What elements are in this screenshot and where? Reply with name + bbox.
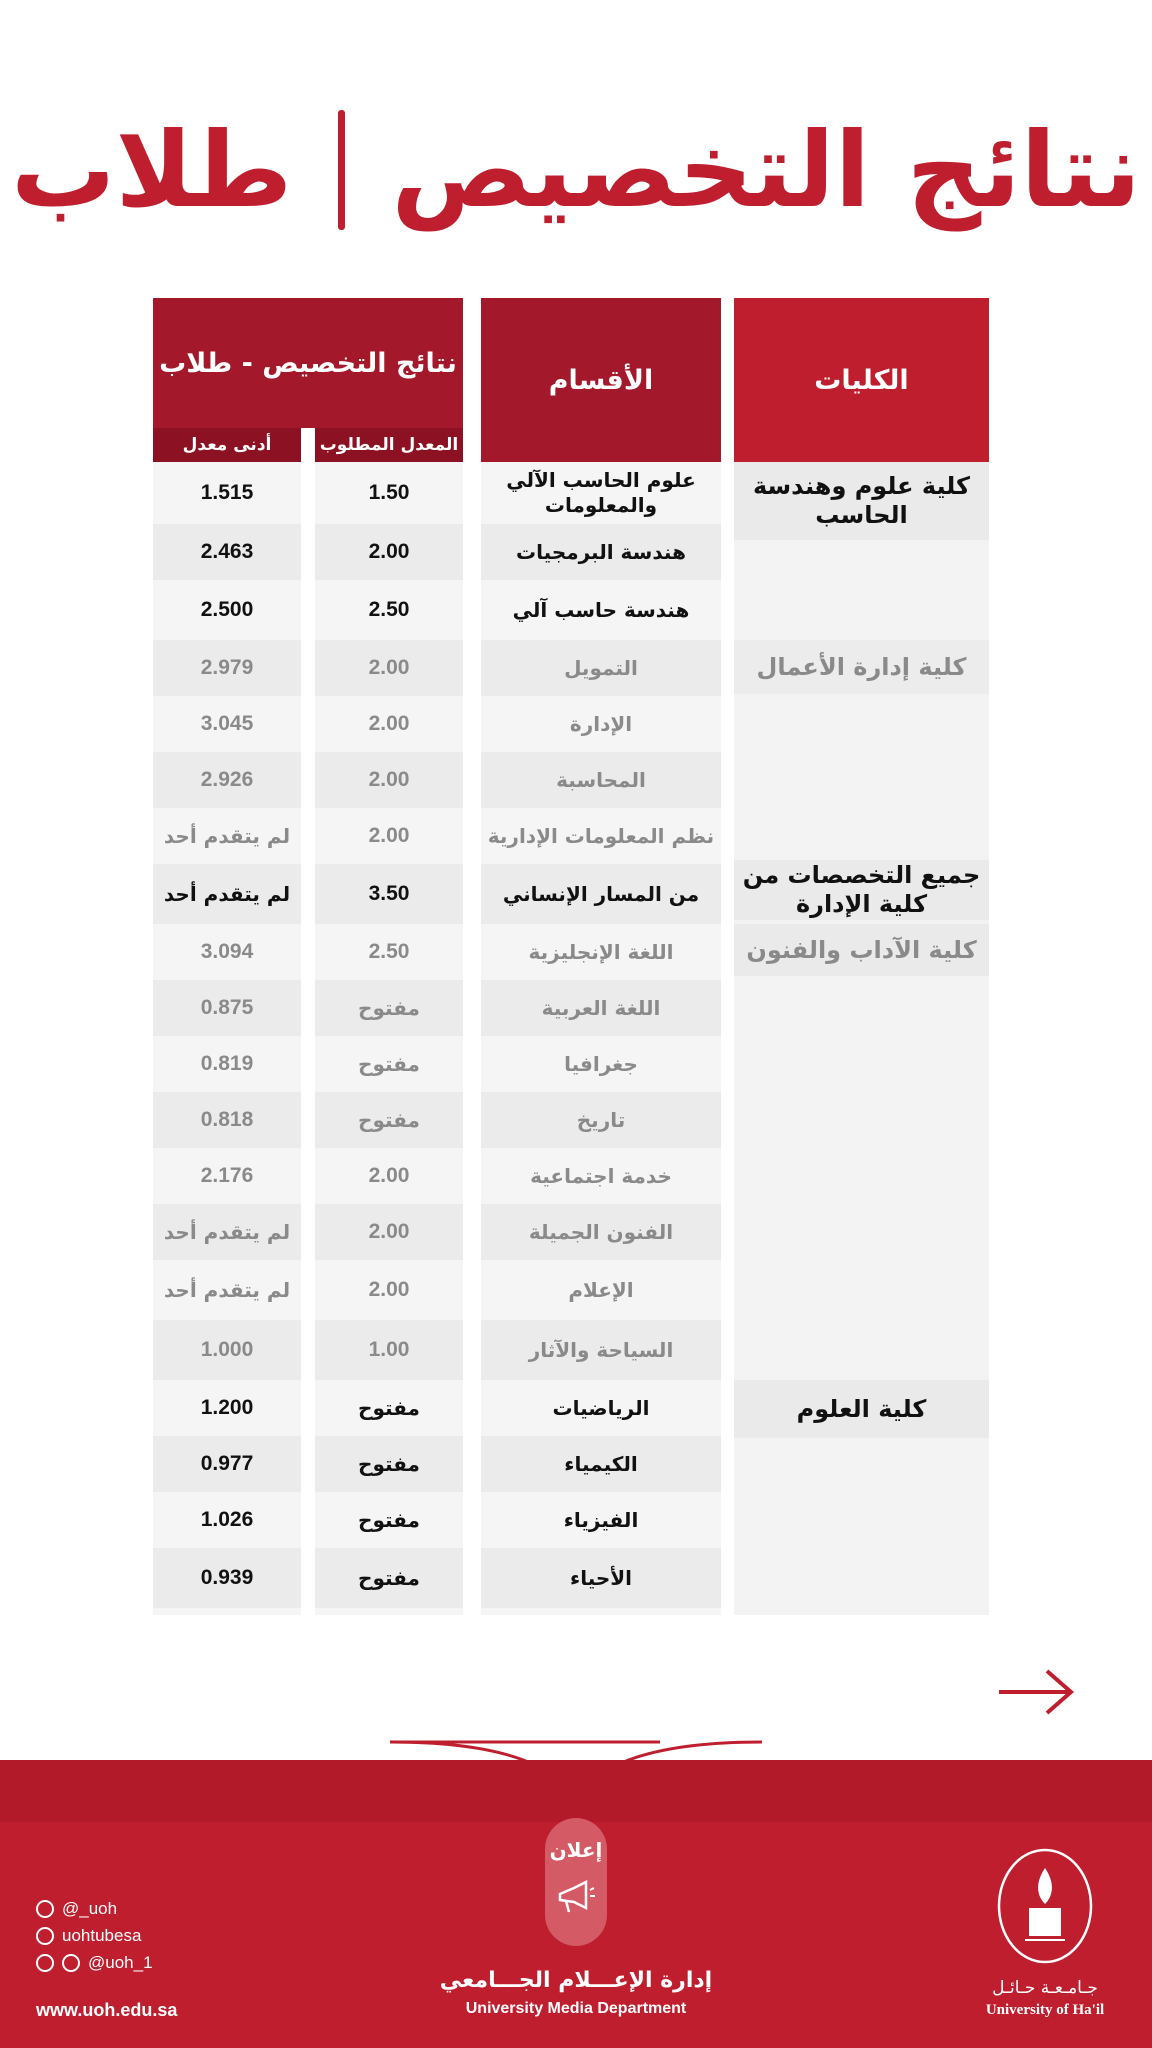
website-link[interactable]: www.uoh.edu.sa	[36, 2000, 178, 2020]
title-main: نتائج التخصيص	[391, 109, 1142, 231]
req-cell: 2.00	[315, 1260, 463, 1320]
dept-cell: السياحة والآثار	[481, 1320, 721, 1380]
min-cell: 1.026	[153, 1492, 301, 1548]
university-logo-icon	[995, 1846, 1095, 1966]
dept-cell: هندسة البرمجيات	[481, 524, 721, 580]
req-cell: 2.00	[315, 808, 463, 864]
faculties-column	[734, 298, 989, 462]
youtube-text: uohtubesa	[62, 1926, 142, 1945]
minimum-list	[153, 462, 301, 1615]
min-cell: 2.979	[153, 640, 301, 696]
telegram-icon	[36, 1954, 54, 1972]
req-cell: مفتوح	[315, 1548, 463, 1608]
req-cell: 1.00	[315, 1320, 463, 1380]
faculty-label: كلية الآداب والفنون	[734, 924, 989, 976]
departments-header: الأقسام	[481, 298, 721, 462]
min-cell: 2.176	[153, 1148, 301, 1204]
dept-cell: المحاسبة	[481, 752, 721, 808]
youtube-icon	[36, 1927, 54, 1945]
req-cell: 2.00	[315, 696, 463, 752]
dept-cell: من المسار الإنساني	[481, 864, 721, 924]
twitter-text: @_uoh	[62, 1899, 118, 1918]
twitter-handle[interactable]	[36, 1899, 117, 1919]
dept-cell: تاريخ	[481, 1092, 721, 1148]
req-cell: 2.00	[315, 1148, 463, 1204]
req-cell: 2.00	[315, 640, 463, 696]
media-department-ar: إدارة الإعـــلام الجـــامعي	[439, 1968, 713, 1993]
req-cell: مفتوح	[315, 1436, 463, 1492]
faculty-label: جميع التخصصات من كلية الإدارة	[734, 860, 989, 920]
footer-pattern-band	[0, 1760, 1152, 1822]
req-cell: 2.00	[315, 752, 463, 808]
faculty-label: كلية علوم وهندسة الحاسب	[734, 462, 989, 540]
university-name-ar: جـامـعـة حـائـل	[992, 1978, 1098, 1998]
min-cell: 0.977	[153, 1436, 301, 1492]
faculties-header: الكليات	[734, 298, 989, 462]
departments-column	[481, 298, 721, 462]
youtube-handle[interactable]	[36, 1926, 141, 1946]
min-cell: لم يتقدم أحد	[153, 1260, 301, 1320]
next-arrow-icon[interactable]	[995, 1665, 1075, 1719]
snap-telegram-handle[interactable]	[36, 1953, 153, 1973]
req-cell: مفتوح	[315, 1036, 463, 1092]
min-cell: 0.875	[153, 980, 301, 1036]
req-cell: 3.50	[315, 864, 463, 924]
snapchat-icon	[62, 1954, 80, 1972]
min-cell: 2.500	[153, 580, 301, 640]
min-cell: 0.939	[153, 1548, 301, 1608]
min-cell: 1.200	[153, 1380, 301, 1436]
university-name-en: University of Ha'il	[985, 2002, 1105, 2018]
min-cell: لم يتقدم أحد	[153, 808, 301, 864]
req-cell: 2.50	[315, 924, 463, 980]
title-sub: طلاب	[10, 109, 293, 231]
announcement-label: إعلان	[549, 1838, 603, 1862]
megaphone-icon	[556, 1880, 596, 1916]
min-cell: 1.000	[153, 1320, 301, 1380]
dept-cell: الأحياء	[481, 1548, 721, 1608]
snap-text: @uoh_1	[88, 1953, 153, 1972]
dept-cell: هندسة حاسب آلي	[481, 580, 721, 640]
departments-list	[481, 462, 721, 1615]
faculty-label: كلية العلوم	[734, 1380, 989, 1438]
dept-cell: خدمة اجتماعية	[481, 1148, 721, 1204]
required-list	[315, 462, 463, 1615]
req-cell: 1.50	[315, 462, 463, 524]
dept-cell: الفيزياء	[481, 1492, 721, 1548]
min-cell: 3.094	[153, 924, 301, 980]
dept-cell: الفنون الجميلة	[481, 1204, 721, 1260]
dept-cell: الكيمياء	[481, 1436, 721, 1492]
dept-cell: علوم الحاسب الآلي والمعلومات	[481, 462, 721, 524]
min-cell: 2.926	[153, 752, 301, 808]
dept-cell: الإعلام	[481, 1260, 721, 1320]
min-cell: لم يتقدم أحد	[153, 1204, 301, 1260]
min-cell: 2.463	[153, 524, 301, 580]
dept-cell: نظم المعلومات الإدارية	[481, 808, 721, 864]
req-cell: مفتوح	[315, 1492, 463, 1548]
faculty-label: كلية إدارة الأعمال	[734, 640, 989, 694]
min-cell: لم يتقدم أحد	[153, 864, 301, 924]
req-cell: 2.00	[315, 524, 463, 580]
results-header: نتائج التخصيص - طلاب	[153, 298, 463, 428]
media-department-en: University Media Department	[465, 2000, 687, 2017]
min-cell: 1.515	[153, 462, 301, 524]
title-separator	[338, 110, 345, 230]
dept-cell: الرياضيات	[481, 1380, 721, 1436]
min-cell: 3.045	[153, 696, 301, 752]
twitter-icon	[36, 1900, 54, 1918]
req-cell: 2.00	[315, 1204, 463, 1260]
req-cell: مفتوح	[315, 980, 463, 1036]
dept-cell: اللغة الإنجليزية	[481, 924, 721, 980]
faculty-labels	[734, 462, 989, 1615]
req-cell: 2.50	[315, 580, 463, 640]
req-cell: مفتوح	[315, 1092, 463, 1148]
minimum-gpa-header: أدنى معدل	[153, 428, 301, 462]
page-title	[0, 95, 1152, 245]
dept-cell: جغرافيا	[481, 1036, 721, 1092]
dept-cell: الإدارة	[481, 696, 721, 752]
min-cell: 0.819	[153, 1036, 301, 1092]
req-cell: مفتوح	[315, 1380, 463, 1436]
dept-cell: التمويل	[481, 640, 721, 696]
dept-cell: اللغة العربية	[481, 980, 721, 1036]
min-cell: 0.818	[153, 1092, 301, 1148]
required-gpa-header: المعدل المطلوب	[315, 428, 463, 462]
